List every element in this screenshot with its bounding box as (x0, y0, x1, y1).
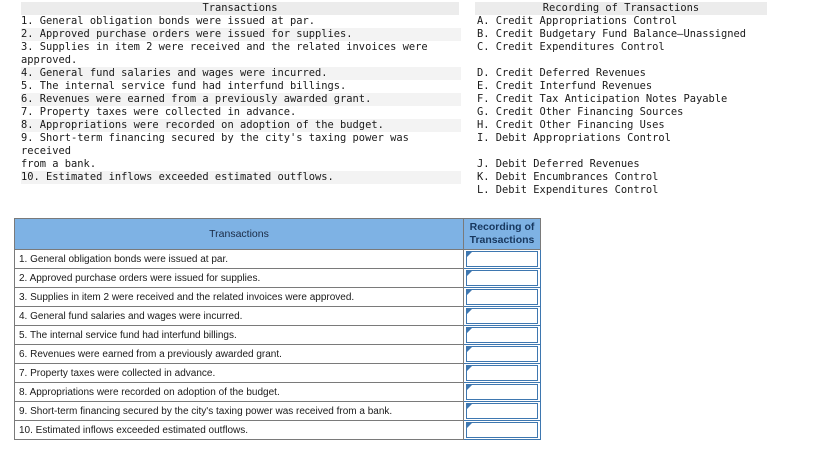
recording-cell (464, 288, 541, 307)
table-row (15, 269, 541, 288)
reference-recording-c: C. Credit Expenditures Control (477, 41, 665, 53)
reference-recording-j: J. Debit Deferred Revenues (477, 158, 640, 170)
table-row (15, 421, 541, 440)
recording-dropdown[interactable] (466, 327, 538, 343)
column-header-transactions: Transactions (15, 219, 464, 250)
reference-recording-a: A. Credit Appropriations Control (477, 15, 678, 27)
transaction-cell: 6. Revenues were earned from a previously awarded grant. (15, 345, 464, 364)
recording-cell (464, 250, 541, 269)
dropdown-marker-icon (467, 347, 472, 352)
recording-dropdown[interactable] (466, 251, 538, 267)
reference-spacer (477, 145, 817, 158)
reference-recording-b: B. Credit Budgetary Fund Balance—Unassigned (477, 28, 746, 40)
recording-dropdown[interactable] (466, 308, 538, 324)
recording-cell (464, 383, 541, 402)
reference-recording-f: F. Credit Tax Anticipation Notes Payable (477, 93, 728, 105)
recording-dropdown[interactable] (466, 346, 538, 362)
reference-transaction-8: 8. Appropriations were recorded on adoption of the budget. (21, 119, 461, 132)
reference-recording-d: D. Credit Deferred Revenues (477, 67, 646, 79)
recording-dropdown[interactable] (466, 289, 538, 305)
transaction-cell: 1. General obligation bonds were issued at par. (15, 250, 464, 269)
recording-cell (464, 421, 541, 440)
dropdown-marker-icon (467, 252, 472, 257)
reference-transaction-3: 3. Supplies in item 2 were received and the related invoices were approved. (21, 41, 428, 66)
reference-recording-i: I. Debit Appropriations Control (477, 132, 671, 144)
recording-dropdown[interactable] (466, 270, 538, 286)
table-row (15, 364, 541, 383)
table-row (15, 307, 541, 326)
transaction-cell: 9. Short-term financing secured by the city's taxing power was received from a bank. (15, 402, 464, 421)
reference-recordings-list (477, 15, 817, 197)
reference-transaction-5: 5. The internal service fund had interfund billings. (21, 80, 347, 92)
reference-transactions-title: Transactions (21, 2, 459, 15)
answer-table (14, 218, 541, 440)
reference-transaction-10: 10. Estimated inflows exceeded estimated outflows. (21, 171, 461, 184)
table-row (15, 326, 541, 345)
recording-cell (464, 364, 541, 383)
reference-transaction-1: 1. General obligation bonds were issued at par. (21, 15, 316, 27)
recording-cell (464, 402, 541, 421)
reference-transaction-7: 7. Property taxes were collected in advance. (21, 106, 297, 118)
reference-recording-e: E. Credit Interfund Revenues (477, 80, 653, 92)
transaction-cell: 2. Approved purchase orders were issued for supplies. (15, 269, 464, 288)
recording-cell (464, 345, 541, 364)
dropdown-marker-icon (467, 309, 472, 314)
reference-transaction-9: 9. Short-term financing secured by the city's taxing power was received from a bank. (21, 132, 409, 170)
dropdown-marker-icon (467, 328, 472, 333)
transaction-cell: 4. General fund salaries and wages were incurred. (15, 307, 464, 326)
recording-cell (464, 269, 541, 288)
reference-transaction-4: 4. General fund salaries and wages were incurred. (21, 67, 461, 80)
dropdown-marker-icon (467, 404, 472, 409)
transaction-cell: 8. Appropriations were recorded on adoption of the budget. (15, 383, 464, 402)
reference-transaction-6: 6. Revenues were earned from a previously awarded grant. (21, 93, 461, 106)
reference-recording-title: Recording of Transactions (475, 2, 767, 15)
transaction-cell: 3. Supplies in item 2 were received and the related invoices were approved. (15, 288, 464, 307)
reference-transactions-list (21, 15, 461, 184)
recording-dropdown[interactable] (466, 403, 538, 419)
reference-transaction-2: 2. Approved purchase orders were issued for supplies. (21, 28, 461, 41)
recording-dropdown[interactable] (466, 365, 538, 381)
dropdown-marker-icon (467, 423, 472, 428)
transaction-cell: 5. The internal service fund had interfund billings. (15, 326, 464, 345)
column-header-recording: Recording of Transactions (464, 219, 541, 250)
dropdown-marker-icon (467, 271, 472, 276)
answer-table-wrapper (14, 218, 541, 440)
reference-spacer (477, 54, 817, 67)
recording-cell (464, 307, 541, 326)
table-row (15, 345, 541, 364)
dropdown-marker-icon (467, 366, 472, 371)
transaction-cell: 10. Estimated inflows exceeded estimated outflows. (15, 421, 464, 440)
table-row (15, 250, 541, 269)
recording-dropdown[interactable] (466, 422, 538, 438)
recording-cell (464, 326, 541, 345)
dropdown-marker-icon (467, 290, 472, 295)
dropdown-marker-icon (467, 385, 472, 390)
transaction-cell: 7. Property taxes were collected in advance. (15, 364, 464, 383)
table-row (15, 383, 541, 402)
answer-table-header-row (15, 219, 541, 250)
reference-recording-h: H. Credit Other Financing Uses (477, 119, 665, 131)
reference-recording-l: L. Debit Expenditures Control (477, 184, 659, 196)
recording-dropdown[interactable] (466, 384, 538, 400)
table-row (15, 402, 541, 421)
reference-recording-k: K. Debit Encumbrances Control (477, 171, 659, 183)
reference-recording-g: G. Credit Other Financing Sources (477, 106, 684, 118)
table-row (15, 288, 541, 307)
